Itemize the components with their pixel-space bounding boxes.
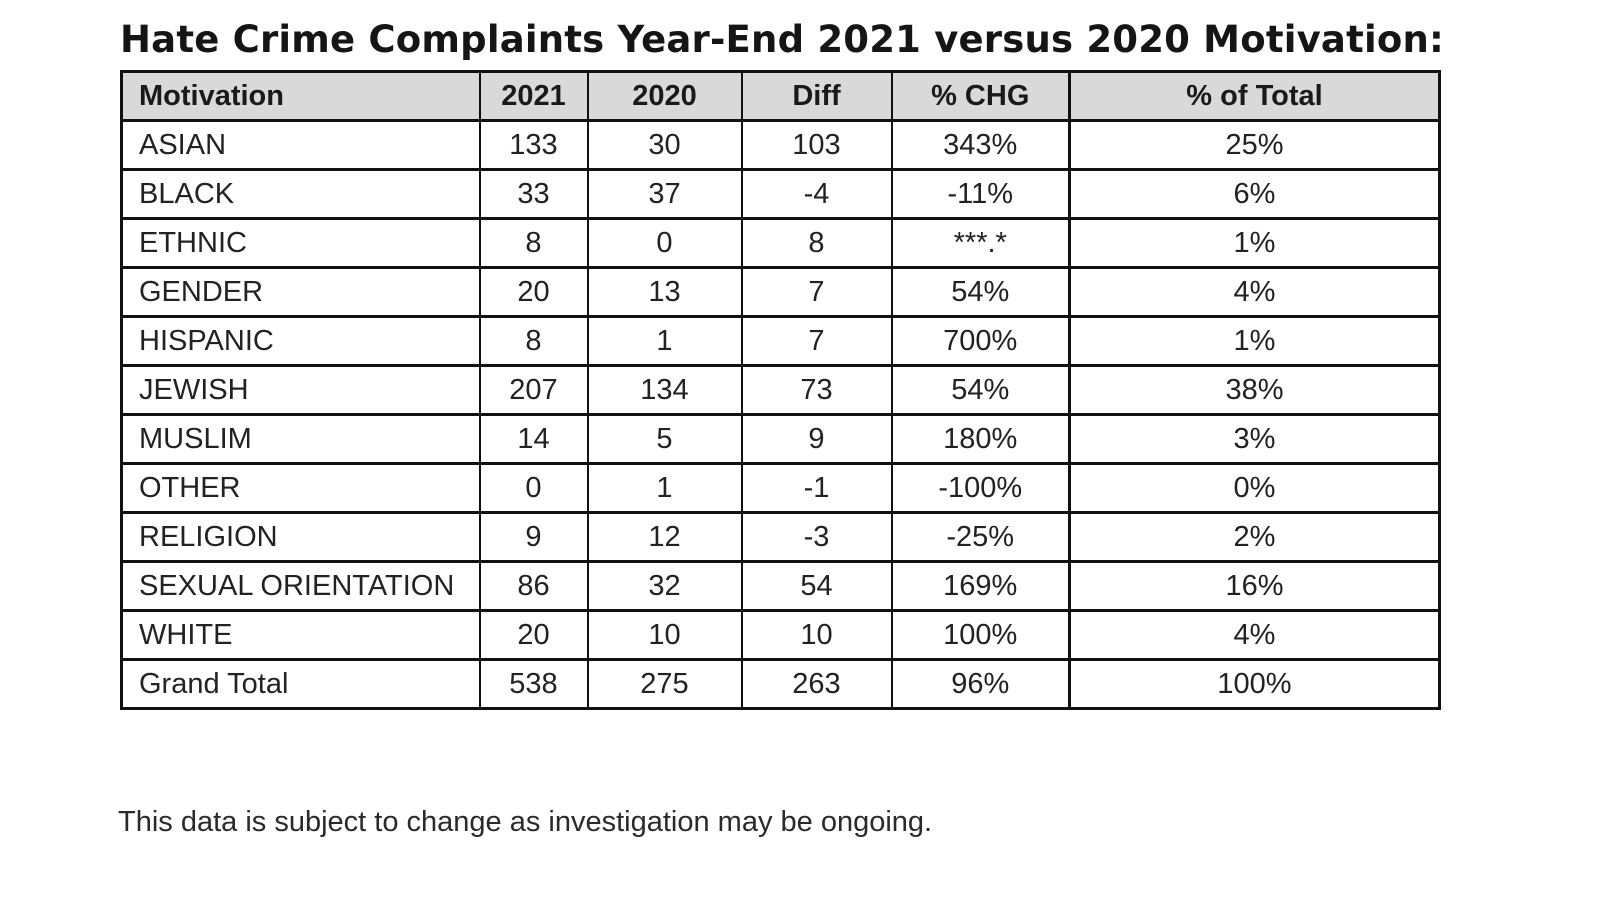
column-header-2021: 2021: [480, 72, 588, 121]
value-2021-cell: 20: [480, 611, 588, 660]
value-2020-cell: 12: [588, 513, 742, 562]
pct-chg-cell: -100%: [892, 464, 1070, 513]
table-row: [122, 464, 1440, 513]
value-2021-cell: 0: [480, 464, 588, 513]
motivation-cell: HISPANIC: [122, 317, 480, 366]
table-row: [122, 268, 1440, 317]
value-2020-cell: 10: [588, 611, 742, 660]
diff-cell: 73: [742, 366, 892, 415]
value-2021-cell: 538: [480, 660, 588, 709]
value-2021-cell: 20: [480, 268, 588, 317]
value-2020-cell: 30: [588, 121, 742, 170]
pct-of-total-cell: 16%: [1070, 562, 1440, 611]
pct-chg-cell: 169%: [892, 562, 1070, 611]
value-2020-cell: 13: [588, 268, 742, 317]
pct-chg-cell: 54%: [892, 366, 1070, 415]
column-header-motivation: Motivation: [122, 72, 480, 121]
pct-of-total-cell: 2%: [1070, 513, 1440, 562]
value-2021-cell: 9: [480, 513, 588, 562]
diff-cell: 54: [742, 562, 892, 611]
motivation-cell: SEXUAL ORIENTATION: [122, 562, 480, 611]
table-body: [122, 121, 1440, 709]
hate-crime-table: [120, 70, 1441, 710]
diff-cell: 7: [742, 268, 892, 317]
diff-cell: -1: [742, 464, 892, 513]
pct-chg-cell: 54%: [892, 268, 1070, 317]
pct-of-total-cell: 100%: [1070, 660, 1440, 709]
value-2020-cell: 275: [588, 660, 742, 709]
diff-cell: 7: [742, 317, 892, 366]
value-2020-cell: 37: [588, 170, 742, 219]
table-row: [122, 219, 1440, 268]
pct-chg-cell: -25%: [892, 513, 1070, 562]
pct-of-total-cell: 6%: [1070, 170, 1440, 219]
pct-of-total-cell: 25%: [1070, 121, 1440, 170]
value-2020-cell: 134: [588, 366, 742, 415]
table-row: [122, 415, 1440, 464]
motivation-cell: ETHNIC: [122, 219, 480, 268]
value-2021-cell: 8: [480, 317, 588, 366]
value-2020-cell: 0: [588, 219, 742, 268]
value-2020-cell: 32: [588, 562, 742, 611]
pct-chg-cell: 100%: [892, 611, 1070, 660]
value-2021-cell: 133: [480, 121, 588, 170]
pct-chg-cell: 180%: [892, 415, 1070, 464]
value-2021-cell: 207: [480, 366, 588, 415]
column-header-diff: Diff: [742, 72, 892, 121]
pct-of-total-cell: 1%: [1070, 219, 1440, 268]
column-header-pct-of-total: % of Total: [1070, 72, 1440, 121]
footnote: This data is subject to change as investigation may be ongoing.: [118, 806, 933, 838]
diff-cell: 9: [742, 415, 892, 464]
pct-chg-cell: 96%: [892, 660, 1070, 709]
table-row: [122, 562, 1440, 611]
pct-of-total-cell: 4%: [1070, 611, 1440, 660]
pct-of-total-cell: 38%: [1070, 366, 1440, 415]
pct-chg-cell: 343%: [892, 121, 1070, 170]
pct-of-total-cell: 3%: [1070, 415, 1440, 464]
table-row: [122, 513, 1440, 562]
value-2020-cell: 5: [588, 415, 742, 464]
diff-cell: 10: [742, 611, 892, 660]
table-header-row: [122, 72, 1440, 121]
motivation-cell: BLACK: [122, 170, 480, 219]
motivation-cell: Grand Total: [122, 660, 480, 709]
value-2020-cell: 1: [588, 464, 742, 513]
value-2021-cell: 33: [480, 170, 588, 219]
pct-of-total-cell: 4%: [1070, 268, 1440, 317]
motivation-cell: RELIGION: [122, 513, 480, 562]
value-2021-cell: 14: [480, 415, 588, 464]
pct-chg-cell: 700%: [892, 317, 1070, 366]
table-row: [122, 366, 1440, 415]
motivation-cell: JEWISH: [122, 366, 480, 415]
value-2020-cell: 1: [588, 317, 742, 366]
value-2021-cell: 86: [480, 562, 588, 611]
pct-of-total-cell: 0%: [1070, 464, 1440, 513]
diff-cell: 103: [742, 121, 892, 170]
pct-chg-cell: ***.*: [892, 219, 1070, 268]
motivation-cell: GENDER: [122, 268, 480, 317]
motivation-cell: WHITE: [122, 611, 480, 660]
motivation-cell: MUSLIM: [122, 415, 480, 464]
motivation-cell: ASIAN: [122, 121, 480, 170]
page-title: Hate Crime Complaints Year-End 2021 versus 2020 Motivation:: [120, 18, 1444, 61]
value-2021-cell: 8: [480, 219, 588, 268]
column-header-pct-chg: % CHG: [892, 72, 1070, 121]
motivation-cell: OTHER: [122, 464, 480, 513]
table-row: [122, 170, 1440, 219]
table-row: [122, 611, 1440, 660]
diff-cell: -3: [742, 513, 892, 562]
column-header-2020: 2020: [588, 72, 742, 121]
pct-chg-cell: -11%: [892, 170, 1070, 219]
diff-cell: -4: [742, 170, 892, 219]
table-row: [122, 121, 1440, 170]
grand-total-row: [122, 660, 1440, 709]
diff-cell: 263: [742, 660, 892, 709]
pct-of-total-cell: 1%: [1070, 317, 1440, 366]
table-row: [122, 317, 1440, 366]
diff-cell: 8: [742, 219, 892, 268]
